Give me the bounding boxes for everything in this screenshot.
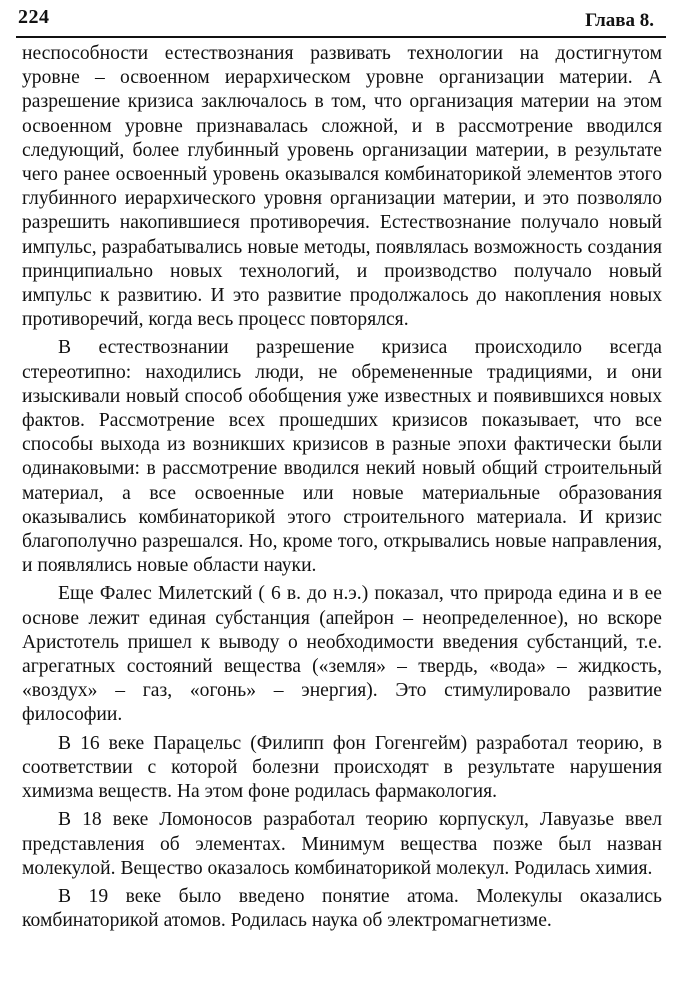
chapter-running-head: Глава 8.	[585, 10, 654, 31]
paragraph-continued: неспособности естествознания развивать технологии на достигнутом уровне – освоенном иерархическом уровне организации материи. А разрешение кризиса заключалось в том, что организация материи на этом освоенном уровне признавалась сложной, и в рассмотрение вводился следующий, более глубинный уровень организации материи, в результате чего ранее освоенный уровень оказывался комбинаторикой элементов этого глубинного иерархического уровня организации материи, и это позволяло разрешить накопившиеся противоречия. Естествознание получало новый импульс, разрабатывались новые методы, появлялась возможность создания принципиально новых технологий, и производство получало новый импульс к развитию. И это развитие продолжалось до накопления новых противоречий, когда весь процесс повторялся.	[22, 43, 662, 331]
paragraph: В естествознании разрешение кризиса происходило всегда стереотипно: находились люди, не обремененные традициями, и они изыскивали новый способ обобщения уже известных и появившихся новых фактов. Рассмотрение всех прошедших кризисов показывает, что все способы выхода из возникших кризисов в разные эпохи фактически были одинаковыми: в рассмотрение вводился некий новый общий строительный материал, а все освоенные или новые материальные образования оказывались комбинаторикой этого строительного материала. И кризис благополучно разрешался. Но, кроме того, открывались новые направления, и появлялись новые области науки.	[22, 337, 662, 577]
paragraph: Еще Фалес Милетский ( 6 в. до н.э.) показал, что природа едина и в ее основе лежит единая субстанция (апейрон – неопределенное), но вскоре Аристотель пришел к выводу о необходимости введения субстанций, т.е. агрегатных состояний вещества («земля» – твердь, «вода» – жидкость, «воздух» – газ, «огонь» – энергия). Это стимулировало развитие философии.	[22, 583, 662, 726]
page-number: 224	[18, 6, 50, 28]
paragraph: В 19 веке было введено понятие атома. Молекулы оказались комбинаторикой атомов. Родилась наука об электромагнетизме.	[22, 885, 662, 932]
paragraph: В 18 веке Ломоносов разработал теорию корпускул, Лавуазье ввел представления об элементах. Минимум вещества позже был назван молекулой. Вещество оказалось комбинаторикой молекул. Родилась химия.	[22, 809, 662, 879]
header-rule	[16, 36, 666, 38]
paragraph: В 16 веке Парацельс (Филипп фон Гогенгейм) разработал теорию, в соответствии с которой болезни происходят в результате нарушения химизма веществ. На этом фоне родилась фармакология.	[22, 732, 662, 803]
body-text	[22, 42, 662, 933]
